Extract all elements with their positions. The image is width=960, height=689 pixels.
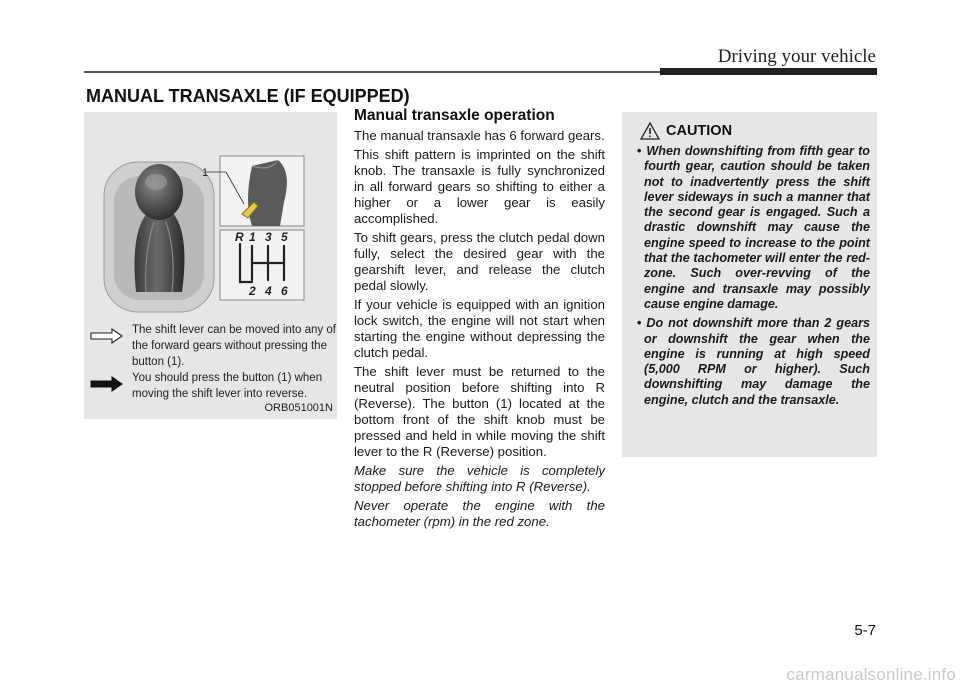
callout-label: 1	[202, 167, 209, 179]
caption-text: You should press the button (1) when moving the shift lever into reverse.	[132, 372, 323, 400]
solid-arrow-icon	[90, 376, 124, 392]
shift-pattern-label: 3	[265, 230, 272, 244]
caution-item: • Do not downshift more than 2 gears or downshift the gear when the engine is running at high speed (5,000 RPM or higher). Such downshifting may damage the engine, clutch and the transaxle.	[630, 316, 870, 408]
hollow-arrow-icon	[90, 328, 124, 344]
body-paragraph: To shift gears, press the clutch pedal down fully, select the desired gear with the gearshift lever, and release the clutch pedal slowly.	[354, 230, 605, 293]
note-paragraph: Make sure the vehicle is completely stopped before shifting into R (Reverse).	[354, 463, 605, 494]
shift-pattern-label: 4	[265, 284, 272, 298]
shift-pattern-label: 6	[281, 284, 288, 298]
caption-reverse	[90, 370, 340, 402]
body-column	[354, 108, 605, 533]
header-rule-thin	[84, 71, 660, 73]
body-paragraph: The shift lever must be returned to the neutral position before shifting into R (Reverse). The button (1) located at the bottom front of the shift knob must be pressed and held in while moving the shift lever to the R (Reverse) position.	[354, 364, 605, 459]
warning-triangle-icon	[640, 122, 660, 140]
caption-forward-gears	[90, 322, 340, 370]
watermark: carmanualsonline.info	[786, 665, 956, 684]
caution-panel	[622, 112, 877, 457]
shift-pattern-label: 2	[249, 284, 256, 298]
note-paragraph: Never operate the engine with the tachometer (rpm) in the red zone.	[354, 498, 605, 529]
section-header: Driving your vehicle	[717, 46, 876, 67]
caution-list	[630, 144, 870, 412]
caution-title: CAUTION	[666, 123, 733, 139]
figure-code: ORB051001N	[264, 402, 333, 414]
page-title: MANUAL TRANSAXLE (IF EQUIPPED)	[86, 86, 410, 106]
shift-pattern-label: 1	[249, 230, 256, 244]
caution-header	[640, 122, 732, 140]
body-paragraph: If your vehicle is equipped with an ignition lock switch, the engine will not start when starting the engine without depressing the clutch pedal.	[354, 297, 605, 360]
caution-item: • When downshifting from fifth gear to fourth gear, caution should be taken not to inadvertently press the shift lever sideways in such a manner that the second gear is engaged. Such a drastic downshift may cause the engine speed to increase to the point that the tachometer will enter the red-zone. Such over-revving of the engine and transaxle may possibly cause engine damage.	[630, 144, 870, 312]
body-paragraph: This shift pattern is imprinted on the shift knob. The transaxle is fully synchronized in all forward gears so shifting to either a higher or a lower gear is easily accomplished.	[354, 147, 605, 226]
page-number: 5-7	[854, 622, 876, 639]
caption-text: The shift lever can be moved into any of the forward gears without pressing the button (1).	[132, 324, 336, 368]
body-paragraph: The manual transaxle has 6 forward gears.	[354, 128, 605, 143]
figure-panel	[84, 112, 337, 419]
header-rule-thick	[660, 68, 877, 75]
shift-pattern-label: R	[235, 230, 244, 244]
section-heading: Manual transaxle operation	[354, 107, 555, 124]
gear-shift-illustration	[102, 142, 322, 317]
shift-pattern-label: 5	[281, 230, 288, 244]
